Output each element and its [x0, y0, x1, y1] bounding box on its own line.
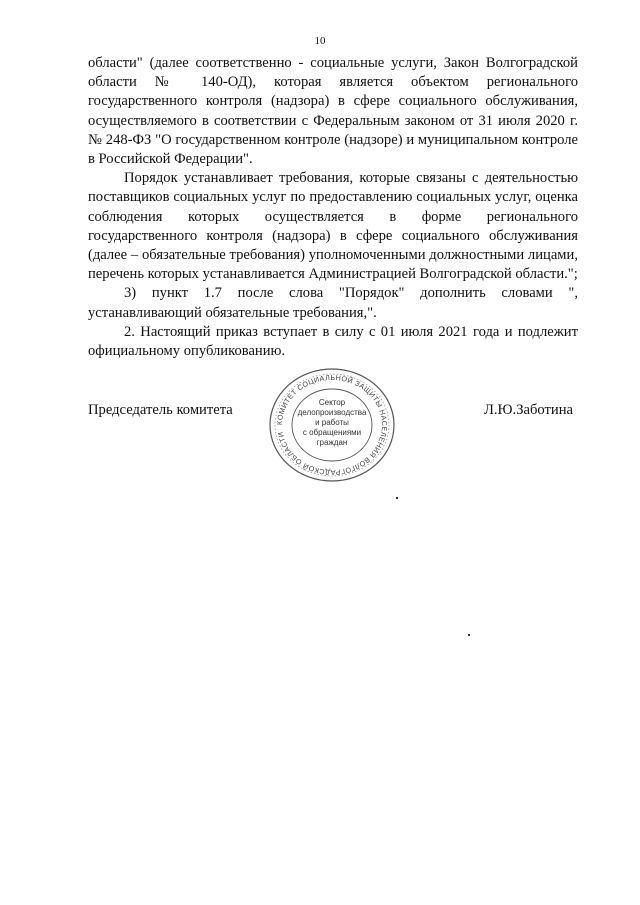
- paragraph-continuation: области" (далее соответственно - социальные услуги, Закон Волгоградской области № 140-ОД), которая является объектом регионального государственного контроля (надзора) в сфере социального обслуживания, осуществляемого в соответствии с Федеральным законом от 31 июля 2020 г. № 248-ФЗ "О государственном контроле (надзоре) и муниципальном контроле в Российской Федерации".: [88, 55, 578, 168]
- official-stamp: [262, 365, 402, 485]
- stamp-ring-text: КОМИТЕТ СОЦИАЛЬНОЙ ЗАЩИТЫ НАСЕЛЕНИЯ ВОЛГОГРАДСКОЙ ОБЛАСТИ: [274, 372, 390, 478]
- signatory-name: Л.Ю.Заботина: [484, 402, 573, 418]
- paragraph-effective-date: 2. Настоящий приказ вступает в силу с 01 июля 2021 года и подлежит официальному опубликованию.: [88, 323, 578, 360]
- signatory-position: Председатель комитета: [88, 402, 233, 418]
- stamp-line: делопроизводства: [297, 408, 367, 417]
- stamp-line: Сектор: [318, 398, 346, 407]
- scan-speck: [396, 497, 398, 499]
- stamp-line: и работы: [315, 418, 349, 427]
- stamp-line: граждан: [316, 438, 348, 447]
- scan-speck: [468, 634, 470, 636]
- paragraph-item-3: 3) пункт 1.7 после слова "Порядок" дополнить словами ", устанавливающий обязательные требования,".: [88, 285, 578, 321]
- document-body: [88, 54, 578, 361]
- stamp-line: с обращениями: [302, 428, 362, 437]
- page-number: 10: [314, 35, 326, 47]
- paragraph-requirements: Порядок устанавливает требования, которые связаны с деятельностью поставщиков социальных услуг по предоставлению социальных услуг, оценка соблюдения которых осуществляется в форме регионального государственного контроля (надзора) в сфере социального обслуживания (далее – обязательные требования) уполномоченными должностными лицами, перечень которых устанавливается Администрацией Волгоградской области.";: [88, 170, 578, 283]
